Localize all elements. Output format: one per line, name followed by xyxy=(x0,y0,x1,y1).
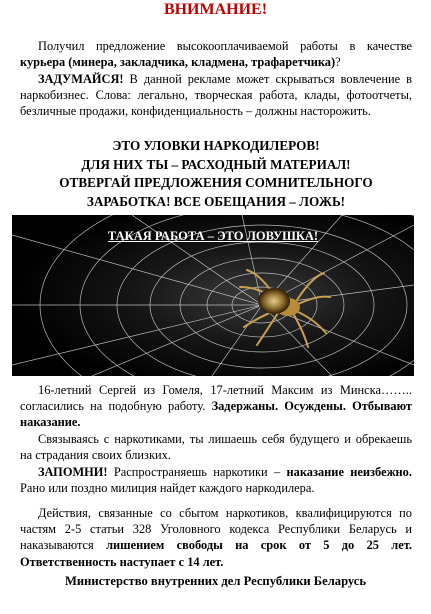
image-caption: ТАКАЯ РАБОТА – ЭТО ЛОВУШКА! xyxy=(107,229,319,243)
warning-line: ЗАРАБОТКА! ВСЕ ОБЕЩАНИЯ – ЛОЖЬ! xyxy=(86,193,346,209)
warning-block xyxy=(16,137,416,211)
remember-emphasis: наказание неизбежно. xyxy=(286,465,412,479)
think-text: В данной рекламе может скрываться вовлечение в наркобизнес. Слова: легально, творческая работа, клады, фотоотчеты, безличные продажи, конфиденциальность – должны насторожить. xyxy=(20,72,412,119)
law-paragraph xyxy=(20,505,412,570)
think-lead: ЗАДУМАЙСЯ! xyxy=(38,72,124,86)
page-title: ВНИМАНИЕ! xyxy=(163,1,268,18)
intro-roles: курьера (минера, закладчика, кладмена, трафаретчика) xyxy=(20,55,336,70)
remember-text-end: Рано или поздно милиция найдет каждого наркодилера. xyxy=(20,481,315,496)
spider-web-photo xyxy=(12,215,414,376)
footer-ministry: Министерство внутренних дел Республики Беларусь xyxy=(64,574,367,588)
remember-text: Распространяешь наркотики – xyxy=(107,465,287,479)
remember-lead: ЗАПОМНИ! xyxy=(38,465,108,479)
law-penalty: лишением свободы на срок от 5 до 25 лет. Ответственность наступает с 14 лет. xyxy=(20,538,413,569)
story-verdict: Задержаны. Осуждены. Отбывают наказание. xyxy=(20,399,412,430)
law-text: Действия, связанные со сбытом наркотиков, квалифицируются по частям 2-5 статьи 328 Уголовного кодекса Республики Беларусь и наказываются xyxy=(20,506,412,553)
story-paragraph xyxy=(20,382,412,431)
story-text: 16-летний Сергей из Гомеля, 17-летний Максим из Минска…….. согласились на подобную работу. xyxy=(20,383,412,414)
warning-line: ЭТО УЛОВКИ НАРКОДИЛЕРОВ! xyxy=(112,138,320,153)
warning-line: ОТВЕРГАЙ ПРЕДЛОЖЕНИЯ СОМНИТЕЛЬНОГО xyxy=(59,175,373,191)
consequence-paragraph: Связываясь с наркотиками, ты лишаешь себя будущего и обрекаешь на страдания своих близких. xyxy=(20,432,412,463)
think-paragraph xyxy=(20,71,412,120)
intro-paragraph xyxy=(20,38,412,70)
intro-question-mark: ? xyxy=(335,55,341,70)
warning-line: ДЛЯ НИХ ТЫ – РАСХОДНЫЙ МАТЕРИАЛ! xyxy=(81,156,351,172)
intro-text: Получил предложение высокооплачиваемой работы в качестве xyxy=(38,39,412,53)
remember-paragraph xyxy=(20,464,412,496)
